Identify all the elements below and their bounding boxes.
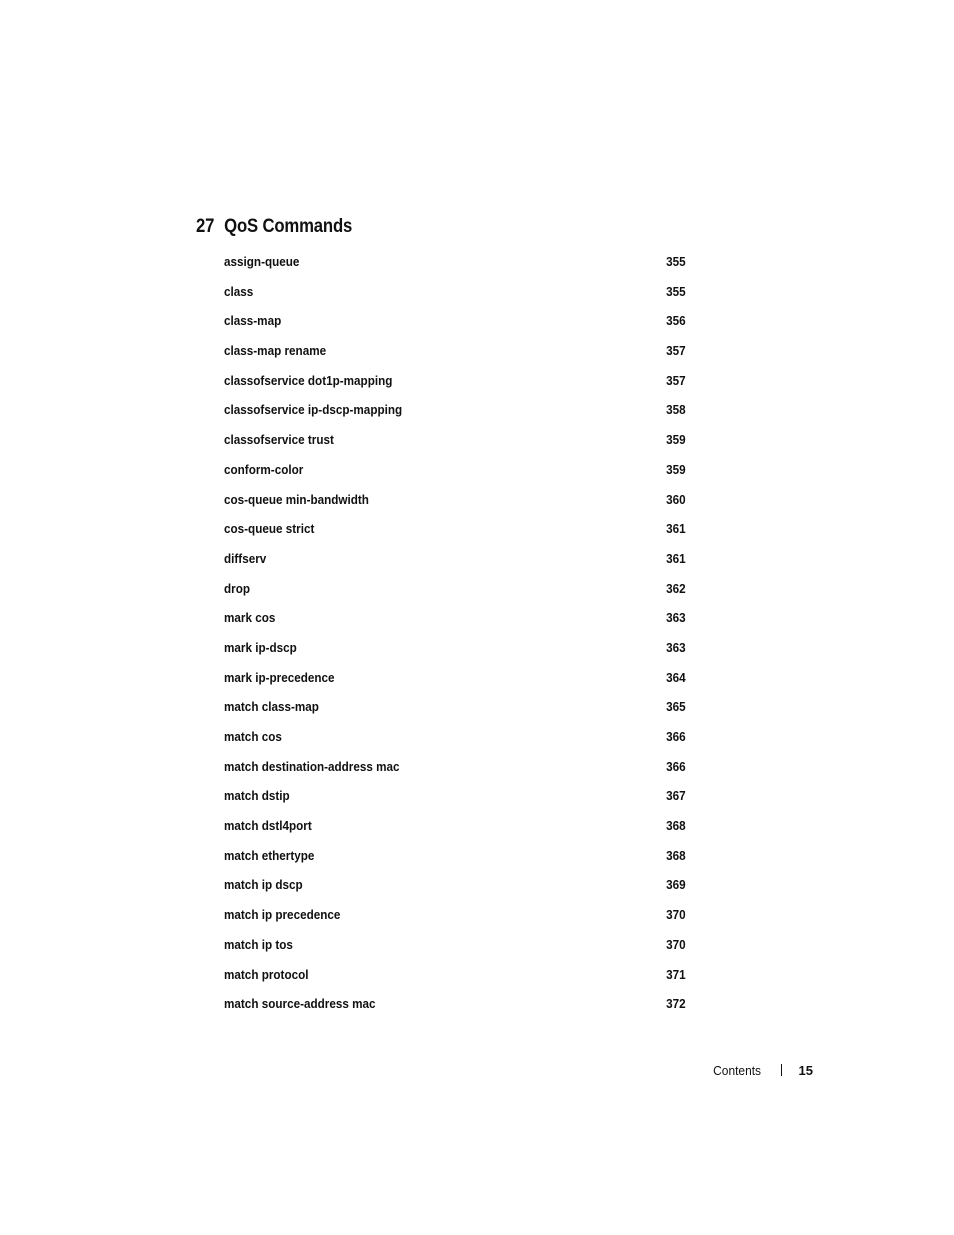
toc-entry[interactable] — [224, 697, 686, 727]
chapter-heading — [196, 216, 352, 238]
toc-entry-page: 357 — [666, 343, 686, 359]
toc-entry-page: 363 — [666, 610, 686, 626]
toc-entry[interactable] — [224, 668, 686, 698]
toc-entry[interactable] — [224, 371, 686, 401]
toc-entry-page: 370 — [666, 907, 686, 923]
toc-entry[interactable] — [224, 519, 686, 549]
toc-entry-title: match ip precedence — [224, 907, 341, 923]
toc-entry-page: 361 — [666, 521, 686, 537]
toc-entry[interactable] — [224, 549, 686, 579]
toc-entry-page: 371 — [666, 966, 686, 982]
toc-entry-page: 360 — [666, 491, 686, 507]
toc-entry-title: class-map rename — [224, 343, 327, 359]
toc-entry[interactable] — [224, 430, 686, 460]
footer-page-number: 15 — [798, 1063, 813, 1078]
toc-entry-title: classofservice trust — [224, 432, 334, 448]
toc-entry[interactable] — [224, 311, 686, 341]
toc-entry-title: classofservice ip-dscp-mapping — [224, 402, 403, 418]
toc-entry-title: classofservice dot1p-mapping — [224, 372, 393, 388]
toc-entry-page: 364 — [666, 669, 686, 685]
toc-entry-title: match destination-address mac — [224, 758, 400, 774]
toc-entry[interactable] — [224, 816, 686, 846]
toc-entry[interactable] — [224, 460, 686, 490]
toc-entry[interactable] — [224, 252, 686, 282]
footer-label: Contents — [713, 1063, 762, 1078]
chapter-number: 27 — [196, 216, 215, 237]
toc-entry-page: 361 — [666, 550, 686, 566]
toc-entry-title: class — [224, 283, 254, 299]
toc-entry-page: 372 — [666, 996, 686, 1012]
toc-entry[interactable] — [224, 490, 686, 520]
toc-entry-title: drop — [224, 580, 251, 596]
toc-entry-title: diffserv — [224, 550, 267, 566]
toc-entry-page: 369 — [666, 877, 686, 893]
toc-entry[interactable] — [224, 965, 686, 995]
toc-entry-page: 359 — [666, 461, 686, 477]
toc-entry-title: match ip tos — [224, 936, 293, 952]
toc-entry[interactable] — [224, 282, 686, 312]
toc-entry[interactable] — [224, 875, 686, 905]
toc-entry[interactable] — [224, 757, 686, 787]
toc-entry-page: 355 — [666, 283, 686, 299]
toc-entry-page: 355 — [666, 254, 686, 269]
toc-list — [224, 252, 686, 1024]
footer-divider — [781, 1064, 782, 1076]
toc-entry[interactable] — [224, 638, 686, 668]
toc-entry-title: assign-queue — [224, 254, 300, 269]
toc-entry-page: 357 — [666, 372, 686, 388]
toc-entry-page: 356 — [666, 313, 686, 329]
toc-entry-page: 358 — [666, 402, 686, 418]
toc-entry[interactable] — [224, 846, 686, 876]
toc-entry-title: cos-queue min-bandwidth — [224, 491, 369, 507]
toc-entry-title: match ip dscp — [224, 877, 303, 893]
toc-entry[interactable] — [224, 905, 686, 935]
toc-entry-page: 368 — [666, 847, 686, 863]
toc-entry[interactable] — [224, 935, 686, 965]
page-footer — [709, 1061, 813, 1081]
toc-entry-page: 367 — [666, 788, 686, 804]
toc-entry[interactable] — [224, 608, 686, 638]
toc-entry-page: 363 — [666, 639, 686, 655]
toc-entry-title: match ethertype — [224, 847, 315, 863]
toc-entry-title: mark ip-precedence — [224, 669, 335, 685]
toc-entry-title: match class-map — [224, 699, 319, 715]
toc-entry-title: mark ip-dscp — [224, 639, 297, 655]
toc-entry-title: match source-address mac — [224, 996, 376, 1012]
toc-entry[interactable] — [224, 786, 686, 816]
toc-entry-page: 359 — [666, 432, 686, 448]
toc-entry-page: 370 — [666, 936, 686, 952]
toc-entry[interactable] — [224, 341, 686, 371]
toc-entry[interactable] — [224, 400, 686, 430]
toc-entry[interactable] — [224, 579, 686, 609]
toc-entry[interactable] — [224, 994, 686, 1024]
toc-entry-page: 368 — [666, 818, 686, 834]
toc-entry-page: 366 — [666, 758, 686, 774]
chapter-title: QoS Commands — [224, 216, 353, 237]
toc-entry-title: class-map — [224, 313, 282, 329]
toc-entry-page: 362 — [666, 580, 686, 596]
toc-entry-title: match dstl4port — [224, 818, 312, 834]
toc-entry-page: 365 — [666, 699, 686, 715]
toc-entry-title: match cos — [224, 729, 282, 744]
toc-entry-title: match protocol — [224, 966, 309, 982]
toc-entry-title: conform-color — [224, 461, 304, 477]
toc-entry-page: 366 — [666, 729, 686, 744]
toc-entry-title: mark cos — [224, 610, 276, 626]
toc-entry-title: match dstip — [224, 788, 290, 804]
toc-entry-title: cos-queue strict — [224, 521, 315, 537]
toc-entry[interactable] — [224, 727, 686, 757]
